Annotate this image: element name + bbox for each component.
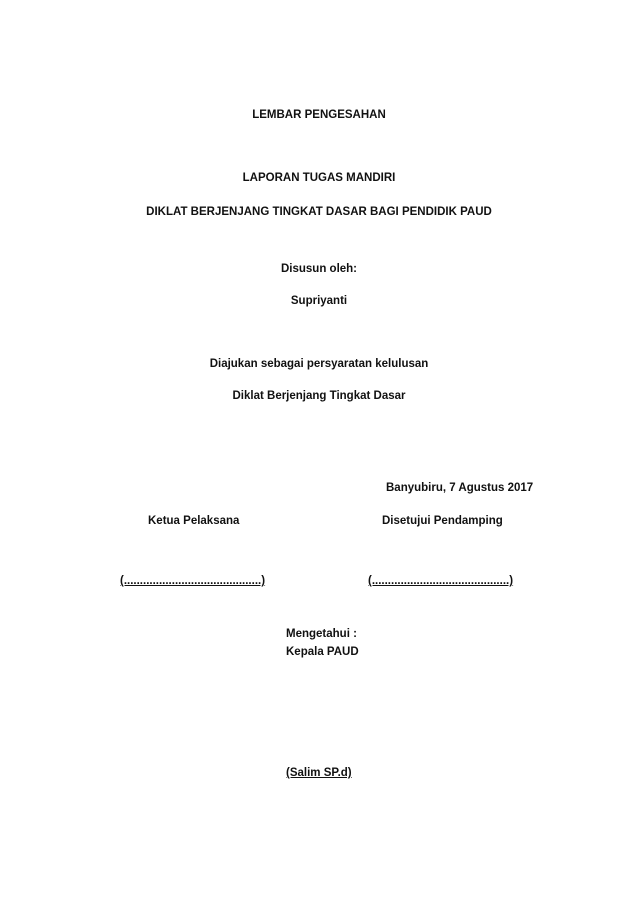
acknowledged-label: Mengetahui : (286, 628, 357, 640)
purpose-line-2: Diklat Berjenjang Tingkat Dasar (232, 390, 406, 402)
right-signer-role: Disetujui Pendamping (382, 515, 503, 527)
program-title: DIKLAT BERJENJANG TINGKAT DASAR BAGI PENDIDIK PAUD (146, 206, 492, 218)
head-role: Kepala PAUD (286, 646, 359, 658)
report-title: LAPORAN TUGAS MANDIRI (242, 172, 396, 184)
purpose-line-1: Diajukan sebagai persyaratan kelulusan (209, 358, 429, 370)
left-signature-placeholder: (...........................................) (120, 575, 266, 587)
left-signer-role: Ketua Pelaksana (148, 515, 240, 527)
right-signature-placeholder: (...........................................) (368, 575, 514, 587)
prepared-by-label: Disusun oleh: (280, 263, 358, 275)
head-name: (Salim SP.d) (286, 767, 352, 779)
page-heading: LEMBAR PENGESAHAN (252, 109, 386, 121)
place-date: Banyubiru, 7 Agustus 2017 (386, 482, 534, 494)
author-name: Supriyanti (290, 295, 348, 307)
